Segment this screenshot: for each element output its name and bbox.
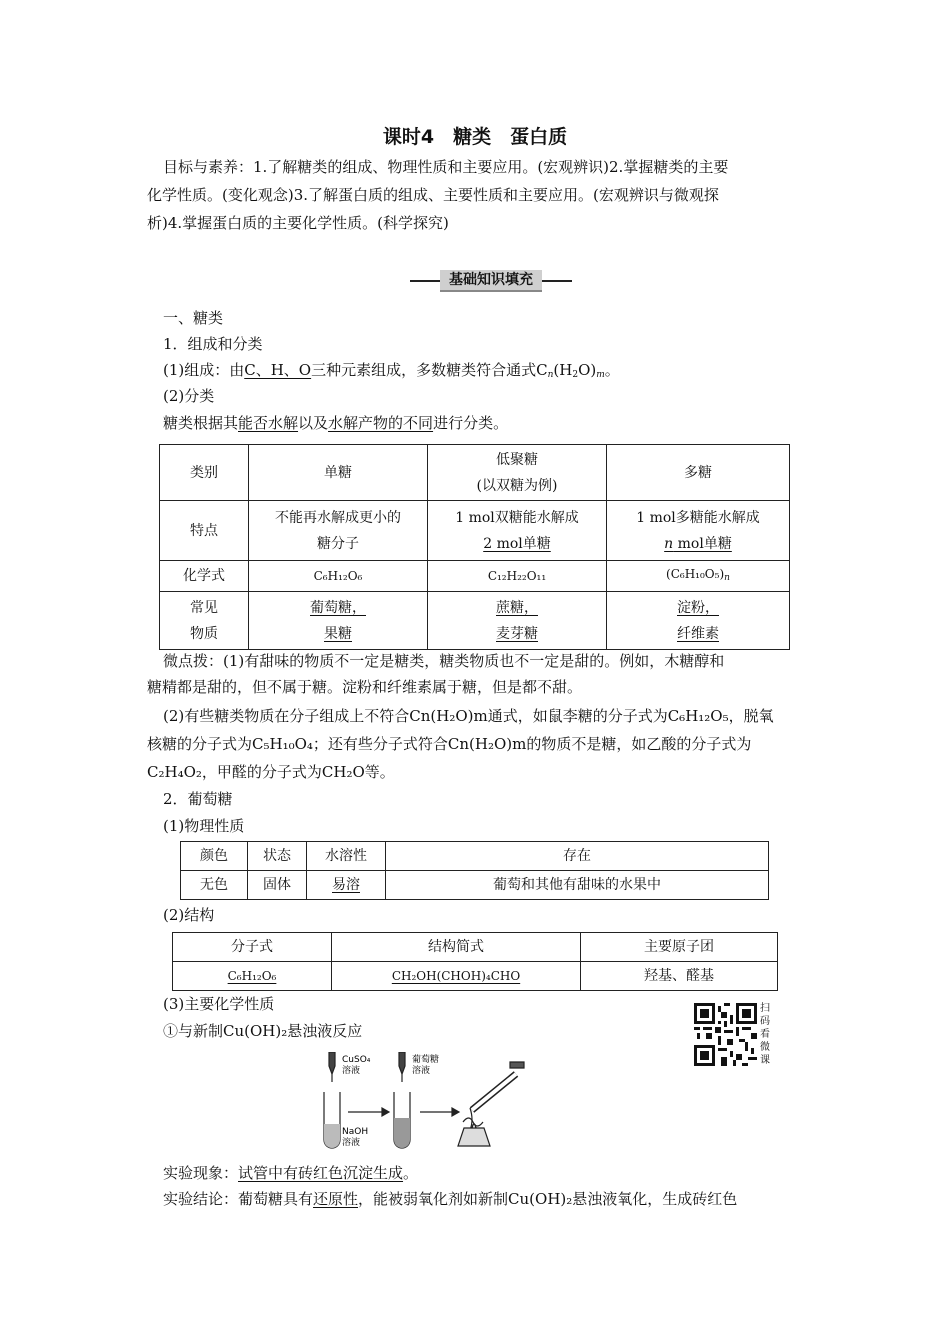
classification-text: 糖类根据其能否水解以及水解产物的不同进行分类。 [163, 414, 509, 432]
cuso4-label: CuSO₄ [342, 1055, 371, 1065]
tip-line-5: C₂H₄O₂，甲醛的分子式为CH₂O等。 [147, 763, 395, 781]
tip-line-3: (2)有些糖类物质在分子组成上不符合Cn(H₂O)m通式，如鼠李糖的分子式为C₆H₁₂O₅，脱氧 [163, 707, 774, 725]
goals-line-2: 化学性质。(变化观念)3.了解蛋白质的组成、主要性质和主要应用。(宏观辨识与微观探 [147, 186, 719, 204]
subheading-glucose: 2．葡萄糖 [163, 790, 233, 808]
cuso4-solution-label: 溶液 [342, 1066, 361, 1076]
page-title: 课时4 糖类 蛋白质 [382, 126, 568, 148]
physical-properties-heading: (1)物理性质 [163, 817, 245, 835]
experiment-phenomenon: 实验现象：试管中有砖红色沉淀生成。 [163, 1164, 419, 1182]
reaction-1-heading: ①与新制Cu(OH)₂悬浊液反应 [163, 1022, 363, 1040]
sugar-classification-table: 类别 单糖 低聚糖 (以双糖为例) 多糖 特点 不能再水解成更小的 糖分子 1 mol双糖能水解成 2 mol单糖 1 mol多糖能水解成 n mol单糖 化学式 C₆H₁₂O₆ C₁₂H₂₂O₁₁ $(C_6H_{10}O_5)_n$ 常见 物质 葡萄糖， 果糖 蔗糖， 麦芽糖 淀粉， 纤维素 [159, 444, 790, 650]
tip-line-2: 糖精都是甜的，但不属于糖。淀粉和纤维素属于糖，但是都不甜。 [147, 678, 583, 696]
qr-code-icon[interactable] [694, 1003, 757, 1066]
glucose-label: 葡萄糖 [412, 1055, 440, 1065]
section-heading-sugar: 一、糖类 [163, 309, 224, 327]
naoh-solution-label: 溶液 [342, 1138, 361, 1148]
structure-heading: (2)结构 [163, 906, 215, 924]
elements-answer: C、H、O [244, 361, 312, 379]
composition-line: (1)组成：由C、H、O三种元素组成，多数糖类符合通式$C_n(H_2O)_m$。 [163, 361, 620, 380]
physical-properties-table: 颜色 状态 水溶性 存在 无色 固体 易溶 葡萄和其他有甜味的水果中 [180, 841, 769, 900]
lab-diagram [320, 1052, 535, 1152]
goals-line-3: 析)4.掌握蛋白质的主要化学性质。(科学探究) [147, 214, 449, 232]
experiment-conclusion: 实验结论：葡萄糖具有还原性，能被弱氧化剂如新制Cu(OH)₂悬浊液氧化，生成砖红色 [163, 1190, 738, 1208]
glucose-solution-label: 溶液 [412, 1066, 431, 1076]
tip-line-4: 核糖的分子式为C₅H₁₀O₄；还有些分子式符合Cn(H₂O)m的物质不是糖，如乙酸的分子式为 [147, 735, 752, 753]
tip-line-1: 微点拨：(1)有甜味的物质不一定是糖类，糖类物质也不一定是甜的。例如，木糖醇和 [163, 652, 725, 670]
banner-label: 基础知识填充 [440, 270, 542, 292]
classification-heading: (2)分类 [163, 387, 215, 405]
goals-line-1: 目标与素养：1.了解糖类的组成、物理性质和主要应用。(宏观辨识)2.掌握糖类的主要 [163, 158, 729, 176]
section-banner [410, 270, 572, 292]
qr-caption: 扫码看微课 [760, 1003, 770, 1066]
subheading-composition: 1．组成和分类 [163, 335, 263, 353]
chemical-properties-heading: (3)主要化学性质 [163, 995, 275, 1013]
naoh-label: NaOH [342, 1127, 369, 1137]
structure-table: 分子式 结构简式 主要原子团 C₆H₁₂O₆ CH₂OH(CHOH)₄CHO 羟基、醛基 [172, 932, 778, 991]
